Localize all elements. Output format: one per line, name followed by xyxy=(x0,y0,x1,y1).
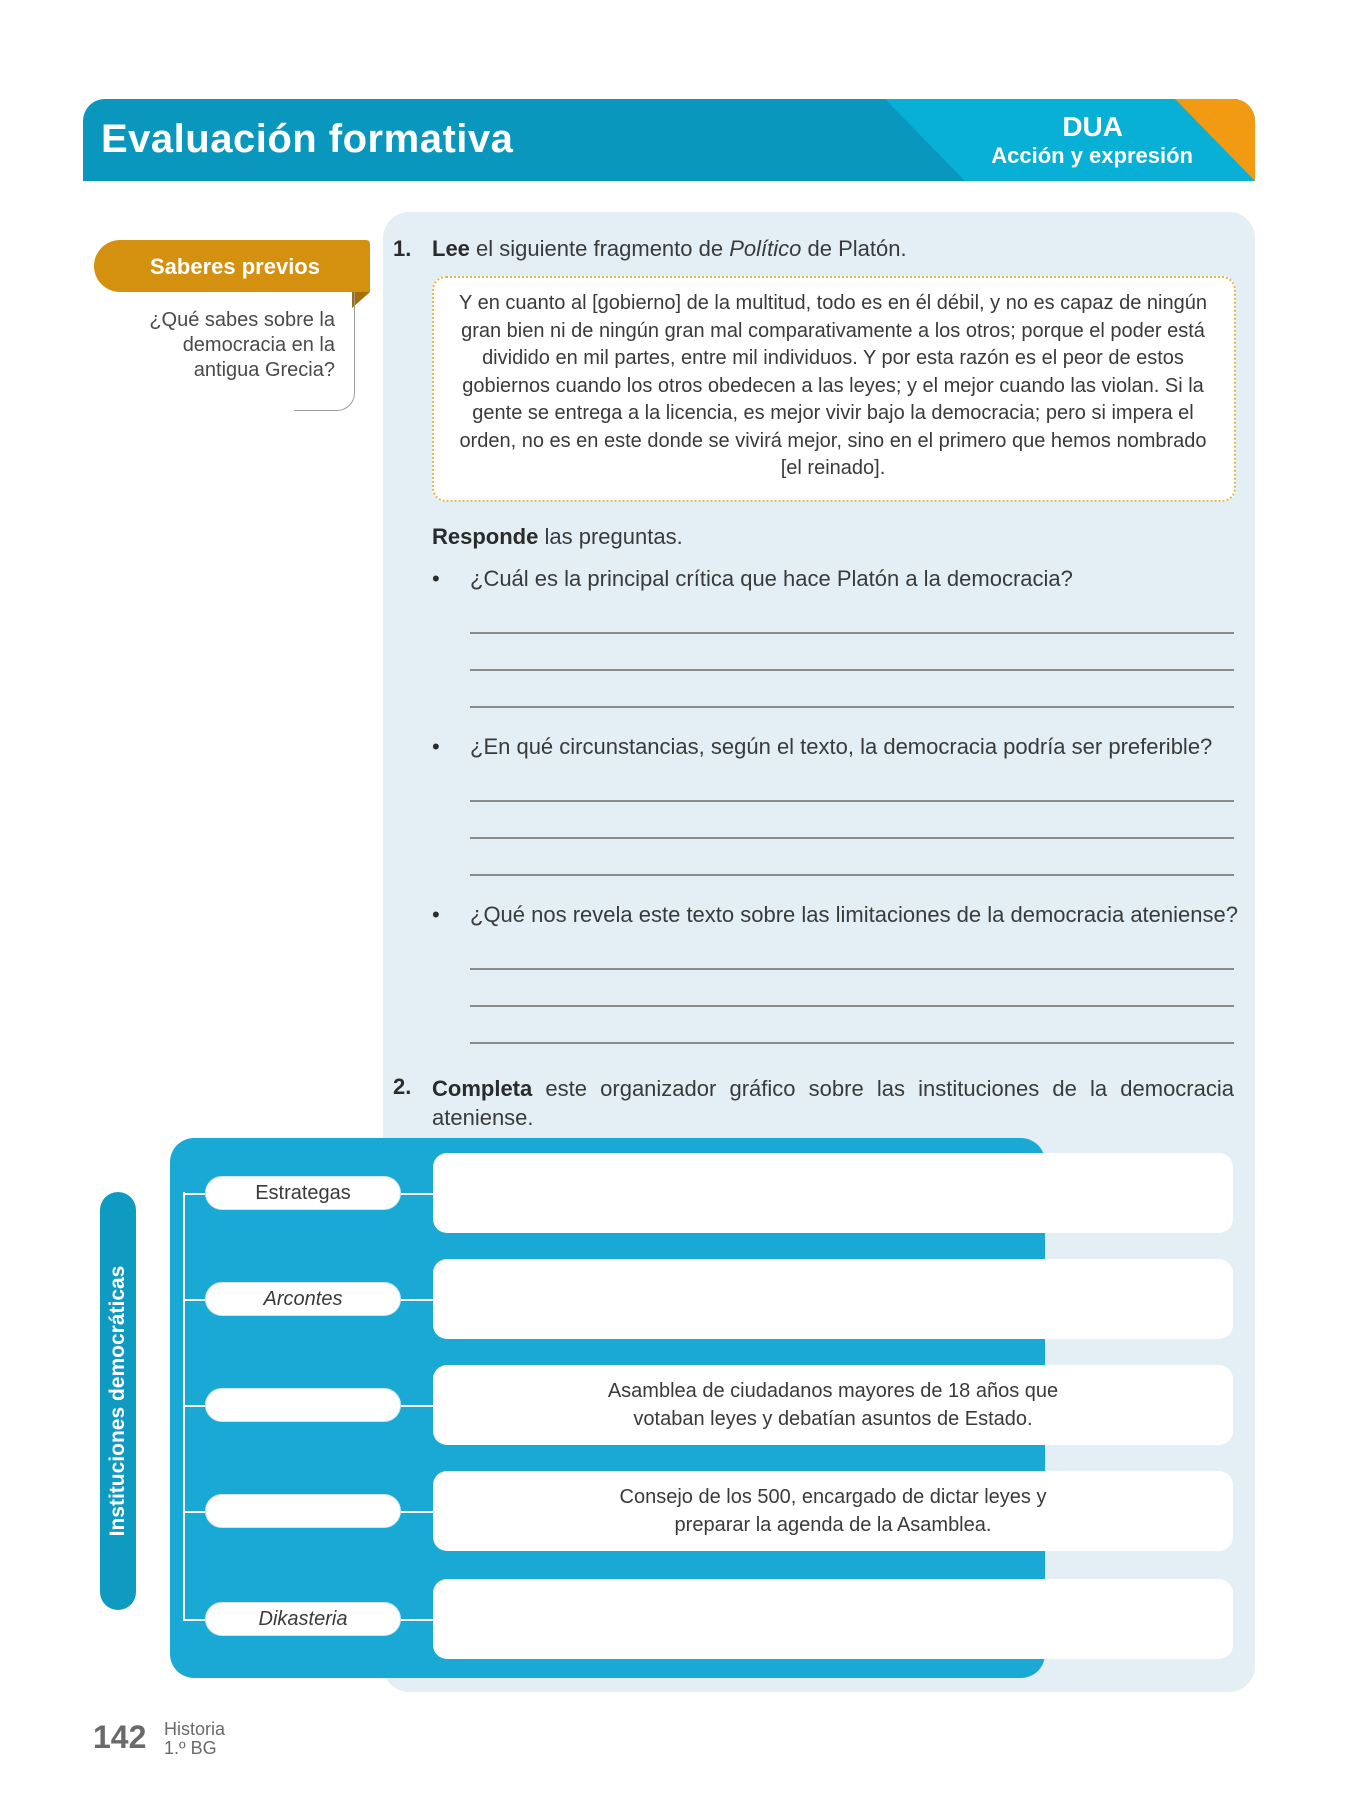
branch-line xyxy=(183,1299,205,1301)
subject-name: Historia xyxy=(164,1719,226,1739)
page-number: 142 xyxy=(93,1719,147,1755)
activity-2-instruction xyxy=(432,1074,1234,1132)
bullet-2: • xyxy=(432,734,440,759)
answer-line[interactable] xyxy=(470,800,1234,802)
description-box[interactable] xyxy=(433,1259,1233,1339)
connector-line xyxy=(401,1511,433,1513)
institution-pill-dikasteria[interactable]: Dikasteria xyxy=(205,1602,401,1636)
grade-label: 1.º BG xyxy=(164,1738,217,1758)
activity-2-verb: Completa xyxy=(432,1076,533,1101)
institution-pill-arcontes[interactable]: Arcontes xyxy=(205,1282,401,1316)
description-box[interactable] xyxy=(433,1579,1233,1659)
description-consejo: Consejo de los 500, encargado de dictar leyes y preparar la agenda de la Asamblea. xyxy=(619,1486,1047,1536)
activity-1-instruction xyxy=(432,236,907,262)
answer-line[interactable] xyxy=(470,1042,1234,1044)
institution-pill-estrategas[interactable]: Estrategas xyxy=(205,1176,401,1210)
answer-line[interactable] xyxy=(470,837,1234,839)
answer-line[interactable] xyxy=(470,669,1234,671)
responde-instruction xyxy=(432,524,683,550)
branch-line xyxy=(183,1511,205,1513)
section-title: Evaluación formativa xyxy=(101,117,514,161)
subject-label xyxy=(164,1720,225,1758)
responde-verb: Responde xyxy=(432,524,539,549)
question-3: ¿Qué nos revela este texto sobre las limitaciones de la democracia ateniense? xyxy=(470,902,1238,927)
activity-2-number: 2. xyxy=(393,1074,412,1099)
connector-line xyxy=(401,1193,433,1195)
answer-line[interactable] xyxy=(470,706,1234,708)
question-2: ¿En qué circunstancias, según el texto, la democracia podría ser preferible? xyxy=(470,734,1213,759)
responde-text: las preguntas. xyxy=(544,524,683,549)
description-box[interactable] xyxy=(433,1153,1233,1233)
connector-line xyxy=(401,1619,433,1621)
answer-line[interactable] xyxy=(470,874,1234,876)
branch-line xyxy=(183,1193,205,1195)
activity-2-text: este organizador gráfico sobre las instituciones de la democracia ateniense. xyxy=(432,1076,1234,1130)
description-asamblea: Asamblea de ciudadanos mayores de 18 años que votaban leyes y debatían asuntos de Estado. xyxy=(607,1380,1059,1430)
branch-line xyxy=(183,1619,205,1621)
saberes-previos-label: Saberes previos xyxy=(150,254,320,279)
activity-1-verb: Lee xyxy=(432,236,470,261)
bullet-1: • xyxy=(432,566,440,591)
connector-line xyxy=(401,1405,433,1407)
answer-line[interactable] xyxy=(470,968,1234,970)
activity-1-text-b: de Platón. xyxy=(807,236,907,261)
answer-line[interactable] xyxy=(470,1005,1234,1007)
saberes-previos-question: ¿Qué sabes sobre la democracia en la antigua Grecia? xyxy=(149,309,335,381)
institution-pill-blank[interactable] xyxy=(205,1388,401,1422)
question-1: ¿Cuál es la principal crítica que hace Platón a la democracia? xyxy=(470,566,1073,591)
activity-1-work: Político xyxy=(729,236,802,261)
bullet-3: • xyxy=(432,902,440,927)
activity-1-text-a: el siguiente fragmento de xyxy=(476,236,724,261)
organizer-label: Instituciones democráticas xyxy=(106,1265,129,1537)
connector-line xyxy=(401,1299,433,1301)
dua-subtitle: Acción y expresión xyxy=(991,143,1193,168)
institution-pill-blank[interactable] xyxy=(205,1494,401,1528)
answer-line[interactable] xyxy=(470,632,1234,634)
section-header xyxy=(83,99,1255,181)
activity-1-number: 1. xyxy=(393,236,412,261)
quote-text: Y en cuanto al [gobierno] de la multitud, todo es en él débil, y no es capaz de ningún gran bien ni de ningún gran mal comparativamente a los otros; porque el poder está dividido en mil partes, entre mil individuos. Y por esta razón es el peor de estos gobiernos cuando los otros obedecen a las leyes; y el mejor cuando las violan. Si la gente se entrega a la licencia, es mejor vivir bajo la democracia; pero si impera el orden, no es en este donde se vivirá mejor, sino en el primero que hemos nombrado [el reinado]. xyxy=(459,292,1207,479)
dua-title: DUA xyxy=(1062,111,1123,142)
branch-line xyxy=(183,1405,205,1407)
